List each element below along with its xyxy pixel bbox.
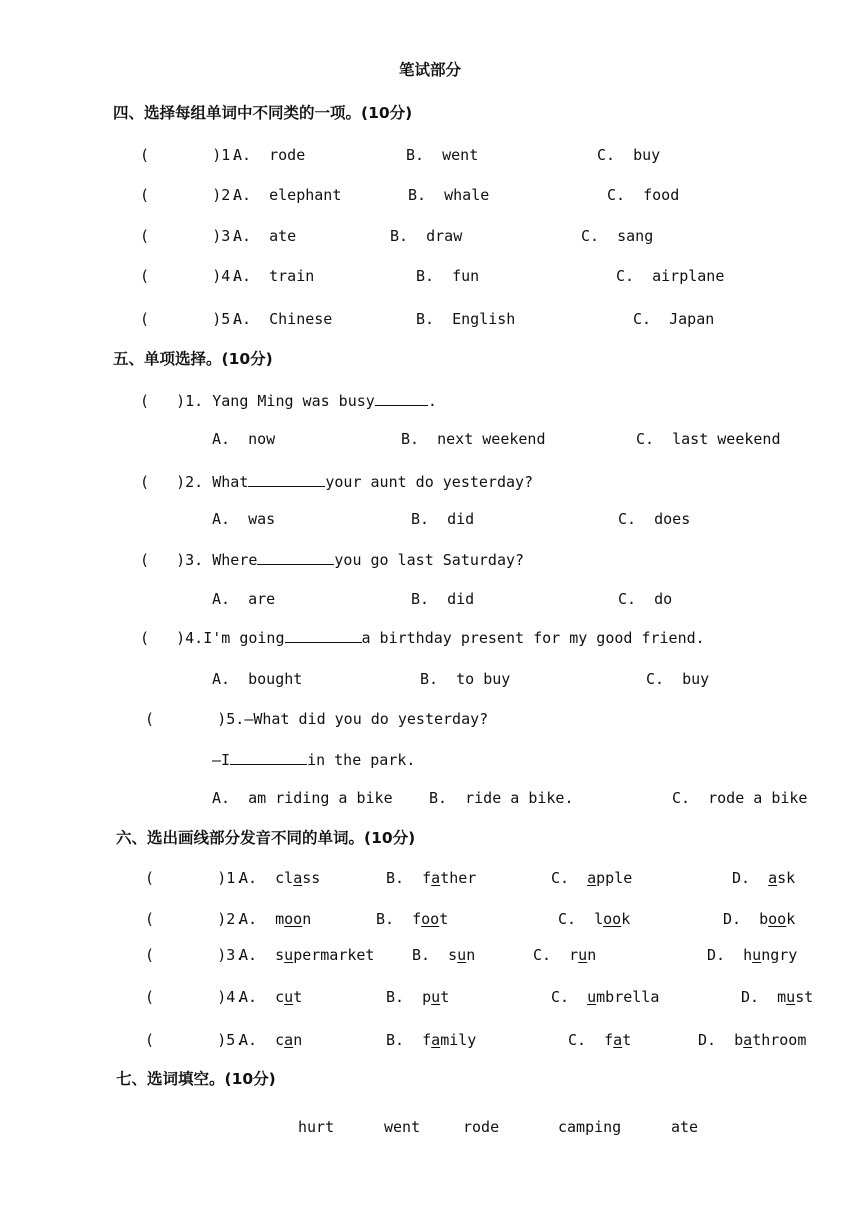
question-number: ( )1. xyxy=(140,146,240,164)
option-c: C. run xyxy=(533,946,597,964)
option-d: D. hungry xyxy=(707,946,798,964)
option-c: C. rode a bike xyxy=(672,789,808,807)
question-stem-end: your aunt do yesterday? xyxy=(325,473,534,491)
question-text xyxy=(140,551,524,569)
question-number: ( )3. xyxy=(145,946,245,964)
question-number: ( )3. xyxy=(140,551,204,569)
question-number: ( )3. xyxy=(140,227,240,245)
question-text xyxy=(140,392,437,410)
question-stem-end: . xyxy=(427,392,437,410)
word-bank-item: hurt xyxy=(298,1118,335,1136)
question-stem: I'm going xyxy=(203,629,285,647)
question-number: ( )2. xyxy=(145,910,245,928)
option-d: D. book xyxy=(723,910,796,928)
option-d: D. ask xyxy=(732,869,796,887)
option-c: C. food xyxy=(607,186,680,204)
option-c: C. look xyxy=(558,910,631,928)
question-number: ( )5. xyxy=(140,310,240,328)
option-c: C. Japan xyxy=(633,310,715,328)
question-number: ( )2. xyxy=(140,473,204,491)
option-b: B. did xyxy=(411,510,475,528)
word-bank-item: went xyxy=(384,1118,421,1136)
question-stem-end: a birthday present for my good friend. xyxy=(361,629,705,647)
question-number: ( )5. xyxy=(145,710,245,728)
section-4-heading: 四、选择每组单词中不同类的一项。(10分) xyxy=(113,104,413,122)
question-number: ( )1. xyxy=(145,869,245,887)
answer-blank xyxy=(248,473,325,487)
response-start: —I xyxy=(212,751,231,769)
question-text xyxy=(145,710,488,728)
option-a: A. can xyxy=(239,1031,303,1049)
section-5-heading: 五、单项选择。(10分) xyxy=(113,350,273,368)
option-a: A. am riding a bike xyxy=(212,789,393,807)
question-number: ( )2. xyxy=(140,186,240,204)
answer-blank xyxy=(257,551,334,565)
option-a: A. cut xyxy=(239,988,303,1006)
question-stem: Yang Ming was busy xyxy=(212,392,375,410)
section-6-heading: 六、选出画线部分发音不同的单词。(10分) xyxy=(116,829,416,847)
option-b: B. English xyxy=(416,310,516,328)
question-stem: —What did you do yesterday? xyxy=(244,710,489,728)
question-stem-end: you go last Saturday? xyxy=(334,551,525,569)
option-a: A. rode xyxy=(233,146,306,164)
question-text xyxy=(140,473,533,491)
option-d: D. bathroom xyxy=(698,1031,807,1049)
option-c: C. does xyxy=(618,510,691,528)
option-b: B. to buy xyxy=(420,670,511,688)
option-a: A. supermarket xyxy=(239,946,375,964)
option-a: A. class xyxy=(239,869,321,887)
option-c: C. apple xyxy=(551,869,633,887)
answer-blank xyxy=(285,629,362,643)
option-b: B. fun xyxy=(416,267,480,285)
option-a: A. ate xyxy=(233,227,297,245)
question-stem: What xyxy=(212,473,249,491)
option-a: A. now xyxy=(212,430,276,448)
option-b: B. draw xyxy=(390,227,463,245)
question-response-line xyxy=(212,751,415,769)
question-number: ( )5. xyxy=(145,1031,245,1049)
section-7-heading: 七、选词填空。(10分) xyxy=(116,1070,276,1088)
word-bank-item: rode xyxy=(463,1118,500,1136)
option-b: B. sun xyxy=(412,946,476,964)
option-a: A. was xyxy=(212,510,276,528)
question-stem: Where xyxy=(212,551,258,569)
option-b: B. whale xyxy=(408,186,490,204)
option-d: D. must xyxy=(741,988,814,1006)
option-a: A. bought xyxy=(212,670,303,688)
option-a: A. elephant xyxy=(233,186,342,204)
page-title: 笔试部分 xyxy=(398,61,461,79)
word-bank-item: ate xyxy=(671,1118,699,1136)
option-b: B. foot xyxy=(376,910,449,928)
option-a: A. moon xyxy=(239,910,312,928)
option-c: C. fat xyxy=(568,1031,632,1049)
option-b: B. put xyxy=(386,988,450,1006)
option-a: A. train xyxy=(233,267,315,285)
option-c: C. buy xyxy=(646,670,710,688)
option-b: B. ride a bike. xyxy=(429,789,574,807)
option-c: C. buy xyxy=(597,146,661,164)
response-end: in the park. xyxy=(307,751,416,769)
option-c: C. sang xyxy=(581,227,654,245)
option-b: B. father xyxy=(386,869,477,887)
question-number: ( )4. xyxy=(145,988,245,1006)
question-number: ( )1. xyxy=(140,392,204,410)
word-bank-item: camping xyxy=(558,1118,622,1136)
question-number: ( )4. xyxy=(140,629,204,647)
question-text xyxy=(140,629,705,647)
question-number: ( )4. xyxy=(140,267,240,285)
option-c: C. umbrella xyxy=(551,988,660,1006)
option-c: C. airplane xyxy=(616,267,725,285)
answer-blank xyxy=(230,751,307,765)
option-b: B. family xyxy=(386,1031,477,1049)
option-b: B. did xyxy=(411,590,475,608)
option-c: C. last weekend xyxy=(636,430,781,448)
option-a: A. Chinese xyxy=(233,310,333,328)
answer-blank xyxy=(375,392,428,406)
option-b: B. went xyxy=(406,146,479,164)
option-c: C. do xyxy=(618,590,673,608)
option-a: A. are xyxy=(212,590,276,608)
option-b: B. next weekend xyxy=(401,430,546,448)
